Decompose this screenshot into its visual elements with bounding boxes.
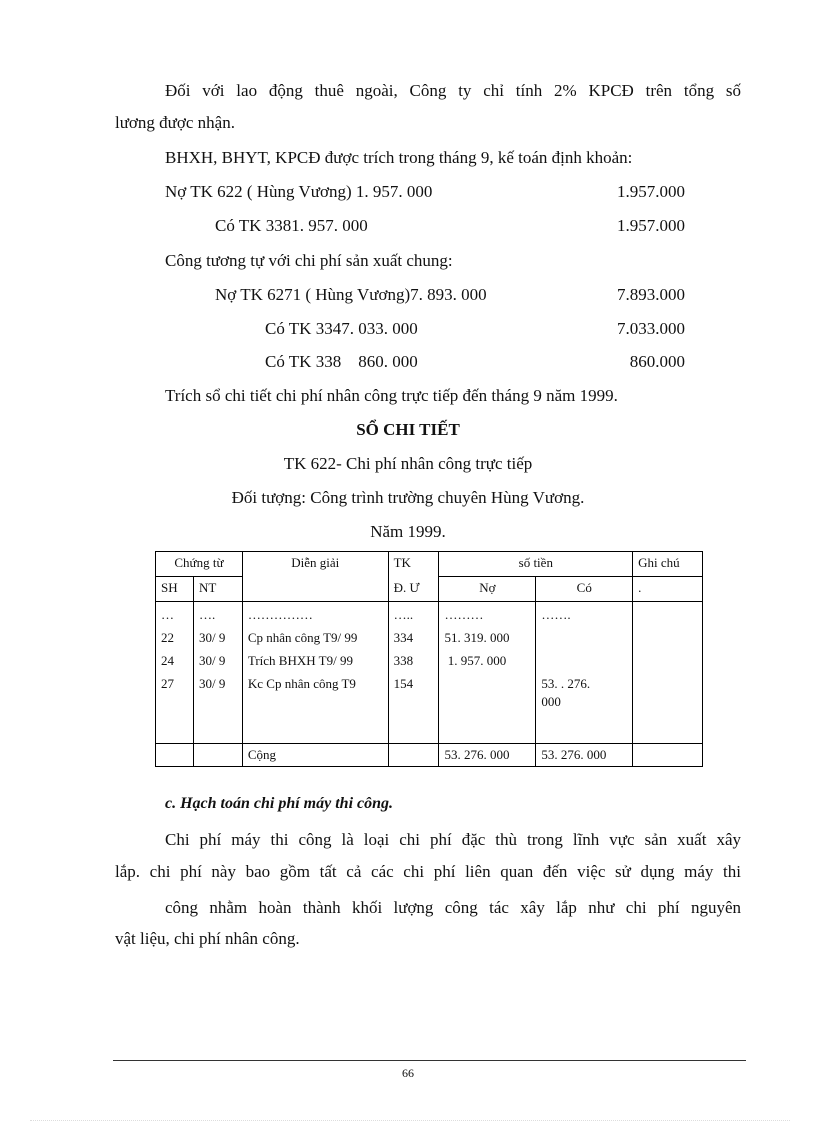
journal-entry-amount: 1.957.000 (617, 216, 685, 235)
header-description: Diễn giải (242, 552, 388, 602)
paragraph-line: lắp. chi phí này bao gồm tất cả các chi phí liên quan đến việc sử dụng máy thi (115, 862, 741, 881)
page-number: 66 (402, 1066, 414, 1080)
column-debit: ……… 51. 319. 000 1. 957. 000 (439, 602, 536, 744)
paragraph-line: Chi phí máy thi công là loại chi phí đặc thù trong lĩnh vực sản xuất xây (165, 830, 741, 849)
column-description: …………… Cp nhân công T9/ 99 Trích BHXH T9/ 99 Kc Cp nhân công T9 (242, 602, 388, 744)
column-sh: … 22 24 27 (156, 602, 194, 744)
ledger-title: SỔ CHI TIẾT (356, 420, 460, 439)
journal-entry-amount: 7.033.000 (617, 319, 685, 338)
ledger-table (155, 551, 703, 767)
paragraph-line: vật liệu, chi phí nhân công. (115, 929, 300, 948)
header-amount: số tiền (439, 552, 633, 577)
section-heading: c. Hạch toán chi phí máy thi công. (165, 795, 394, 812)
journal-entry-credit: Có TK 3347. 033. 000 (265, 319, 418, 338)
journal-entry-credit: Có TK 3381. 957. 000 (215, 216, 368, 235)
journal-entry-amount: 860.000 (629, 352, 685, 371)
paragraph-line: công nhằm hoàn thành khối lượng công tác xây lắp như chi phí nguyên (165, 898, 741, 917)
total-label: Cộng (242, 744, 388, 767)
paragraph-line: Công tương tự với chi phí sản xuất chung: (165, 251, 453, 270)
header-tk: TK (388, 552, 439, 577)
header-nt: NT (193, 577, 242, 602)
ledger-account: TK 622- Chi phí nhân công trực tiếp (283, 454, 533, 473)
header-debit: Nợ (439, 577, 536, 602)
header-voucher: Chứng từ (156, 552, 243, 577)
header-sh: SH (156, 577, 194, 602)
ledger-object: Đối tượng: Công trình trường chuyên Hùng Vương. (231, 488, 585, 507)
page-edge-divider (30, 1120, 790, 1121)
total-debit: 53. 276. 000 (439, 744, 536, 767)
total-credit: 53. 276. 000 (536, 744, 633, 767)
journal-entry-amount: 1.957.000 (617, 182, 685, 201)
footer-rule (113, 1060, 746, 1061)
header-credit: Có (536, 577, 633, 602)
paragraph-line: lương được nhận. (115, 113, 235, 132)
journal-entry-debit: Nợ TK 6271 ( Hùng Vương)7. 893. 000 (215, 285, 487, 304)
paragraph-line: Đối với lao động thuê ngoài, Công ty chỉ tính 2% KPCĐ trên tổng số (165, 81, 741, 100)
paragraph-line: Trích sổ chi tiết chi phí nhân công trực tiếp đến tháng 9 năm 1999. (165, 386, 618, 405)
journal-entry-credit: Có TK 338 860. 000 (265, 352, 418, 371)
column-credit: ……. 53. . 276. 000 (536, 602, 633, 744)
header-note-dot: . (633, 577, 703, 602)
ledger-year: Năm 1999. (370, 522, 446, 541)
header-du: Đ. Ư (388, 577, 439, 602)
journal-entry-debit: Nợ TK 622 ( Hùng Vương) 1. 957. 000 (165, 182, 433, 201)
paragraph-line: BHXH, BHYT, KPCĐ được trích trong tháng 9, kế toán định khoản: (165, 148, 633, 167)
header-note: Ghi chú (633, 552, 703, 577)
column-nt: …. 30/ 9 30/ 9 30/ 9 (193, 602, 242, 744)
journal-entry-amount: 7.893.000 (617, 285, 685, 304)
column-note (633, 602, 703, 744)
column-tk: ….. 334 338 154 (388, 602, 439, 744)
